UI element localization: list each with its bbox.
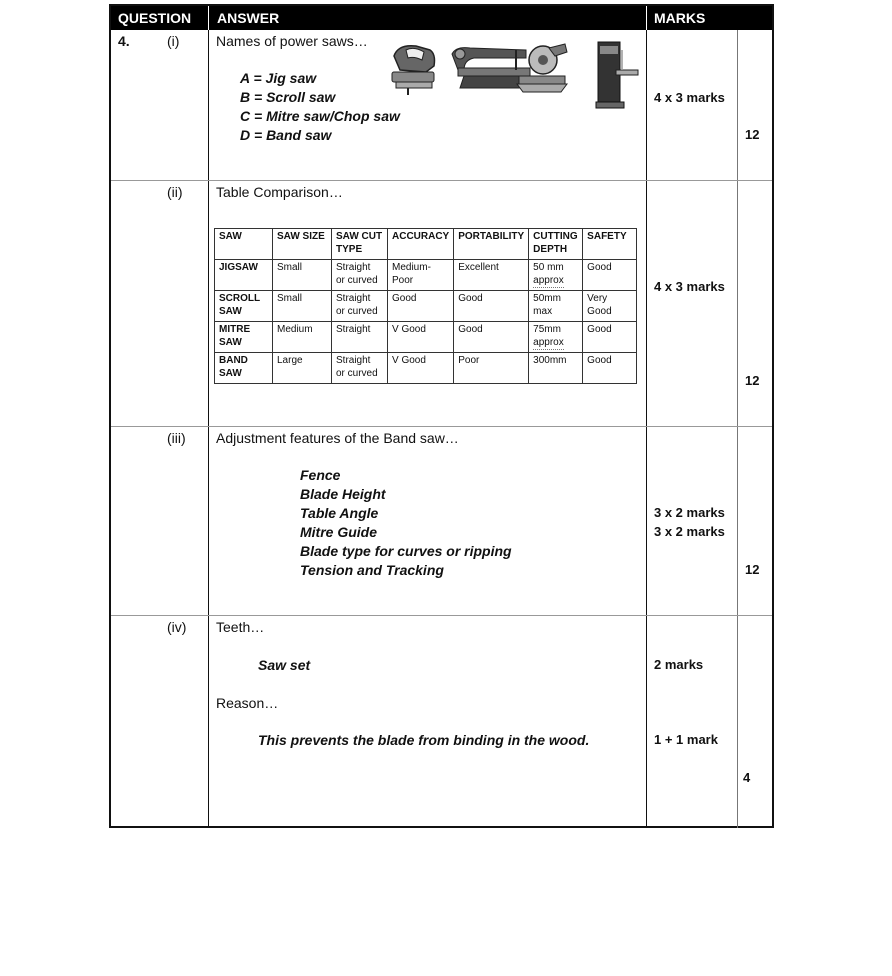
part-ii-prompt: Table Comparison… — [216, 184, 343, 200]
part-i-answer-d: D = Band saw — [240, 127, 332, 143]
table-header-cell: SAFETY — [583, 229, 637, 260]
table-header-cell: PORTABILITY — [454, 229, 529, 260]
part-iii-answer: Blade Height — [300, 486, 386, 502]
comparison-table-header-row — [215, 229, 637, 260]
part-iii-total: 12 — [745, 562, 760, 577]
part-iii-marks-1: 3 x 2 marks — [654, 505, 725, 520]
part-iv-label: (iv) — [167, 619, 187, 635]
row-divider-2 — [111, 426, 772, 427]
column-divider-answer — [646, 6, 647, 828]
part-i-answer-a: A = Jig saw — [240, 70, 317, 86]
table-row: JIGSAW Small Straight or curved Medium- Poor Excellent 50 mm approx Good — [215, 260, 637, 291]
part-iii-marks-2: 3 x 2 marks — [654, 524, 725, 539]
part-i-answer-b: B = Scroll saw — [240, 89, 336, 105]
jigsaw-image — [386, 40, 444, 96]
part-ii-label: (ii) — [167, 184, 183, 200]
row-divider-1 — [111, 180, 772, 181]
part-iv-marks-1: 2 marks — [654, 657, 704, 672]
table-header-cell: ACCURACY — [388, 229, 454, 260]
mitre-saw-image — [513, 40, 569, 96]
part-iv-prompt-2: Reason… — [216, 695, 279, 711]
table-header-cell: SAW — [215, 229, 273, 260]
part-iii-answer: Fence — [300, 467, 341, 483]
band-saw-image — [592, 40, 642, 110]
table-row: SCROLL SAW Small Straight or curved Good Good 50mm max Very Good — [215, 291, 637, 322]
part-i-prompt: Names of power saws… — [216, 33, 368, 49]
part-iv-answer-2: This prevents the blade from binding in the wood. — [258, 732, 590, 748]
part-iii-answer: Blade type for curves or ripping — [300, 543, 512, 559]
part-iv-total: 4 — [743, 770, 751, 785]
part-iii-answer: Mitre Guide — [300, 524, 378, 540]
table-header-cell: SAW CUT TYPE — [332, 229, 388, 260]
comparison-table — [214, 228, 637, 384]
part-i-marks: 4 x 3 marks — [654, 90, 725, 105]
table-row: BAND SAW Large Straight or curved V Good Poor 300mm Good — [215, 353, 637, 384]
column-divider-marks — [737, 30, 738, 828]
question-number: 4. — [118, 33, 130, 49]
row-divider-3 — [111, 615, 772, 616]
table-header-cell: CUTTING DEPTH — [529, 229, 583, 260]
part-i-answer-c: C = Mitre saw/Chop saw — [240, 108, 400, 124]
part-iii-label: (iii) — [167, 430, 186, 446]
part-i-total: 12 — [745, 127, 760, 142]
table-header — [111, 6, 772, 30]
header-question: QUESTION — [118, 10, 192, 26]
part-iv-prompt: Teeth… — [216, 619, 265, 635]
part-iii-answer: Table Angle — [300, 505, 379, 521]
table-row: MITRE SAW Medium Straight V Good Good 75mm approx Good — [215, 322, 637, 353]
header-marks: MARKS — [654, 10, 706, 26]
marking-scheme-table — [109, 4, 774, 828]
part-iv-answer-1: Saw set — [258, 657, 311, 673]
header-answer: ANSWER — [217, 10, 280, 26]
part-ii-total: 12 — [745, 373, 760, 388]
part-i-label: (i) — [167, 33, 180, 49]
part-iii-answer: Tension and Tracking — [300, 562, 444, 578]
table-header-cell: SAW SIZE — [273, 229, 332, 260]
part-iii-prompt: Adjustment features of the Band saw… — [216, 430, 459, 446]
part-ii-marks: 4 x 3 marks — [654, 279, 725, 294]
column-divider-question — [208, 6, 209, 828]
part-iv-marks-2: 1 + 1 mark — [654, 732, 718, 747]
